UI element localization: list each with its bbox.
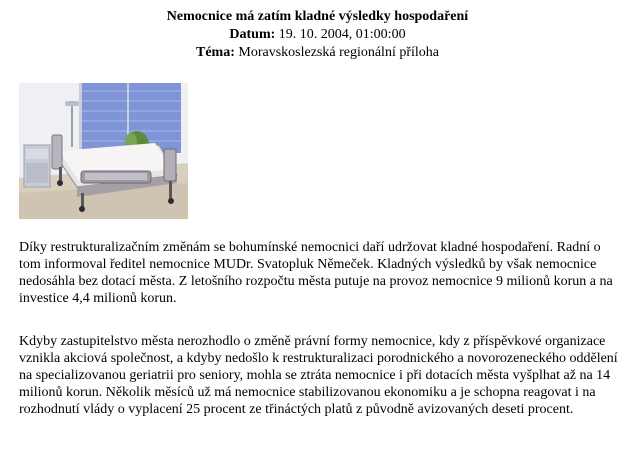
topic-value: Moravskoslezská regionální příloha xyxy=(238,45,439,60)
article-date-line xyxy=(0,26,635,44)
article-topic-line xyxy=(0,44,635,62)
hospital-bed-photo xyxy=(19,83,188,219)
article-paragraph: Díky restrukturalizačním změnám se bohumínské nemocnici daří udržovat kladné hospodaření. Radní o tom informoval ředitel nemocnice MUDr. Svatopluk Němeček. Kladných výsledků by však nemocnice nedosáhla bez dotací města. Z letošního rozpočtu města putuje na provoz nemocnice 9 milionů korun a na investice 4,4 milionů korun. xyxy=(19,240,613,306)
topic-label: Téma: xyxy=(195,45,235,60)
article-paragraph: Kdyby zastupitelstvo města nerozhodlo o změně právní formy nemocnice, kdy z příspěvkové organizace vznikla akciová společnost, a kdyby nedošlo k restrukturalizaci porodnického a novorozeneckého oddělení na specializovanou geriatrii pro seniory, mohla se ztráta nemocnice i při dotacích města vyšplhat až na 14 milionů korun. Několik měsíců už má nemocnice stabilizovanou ekonomiku a je schopna reagovat i na rozhodnutí vlády o vyplacení 25 procent ze třináctých platů z původně avizovaných deseti procent. xyxy=(19,334,618,417)
date-label: Datum: xyxy=(229,27,276,42)
article-header xyxy=(0,8,635,62)
article-title: Nemocnice má zatím kladné výsledky hospodaření xyxy=(166,9,469,24)
date-value: 19. 10. 2004, 01:00:00 xyxy=(278,27,406,42)
